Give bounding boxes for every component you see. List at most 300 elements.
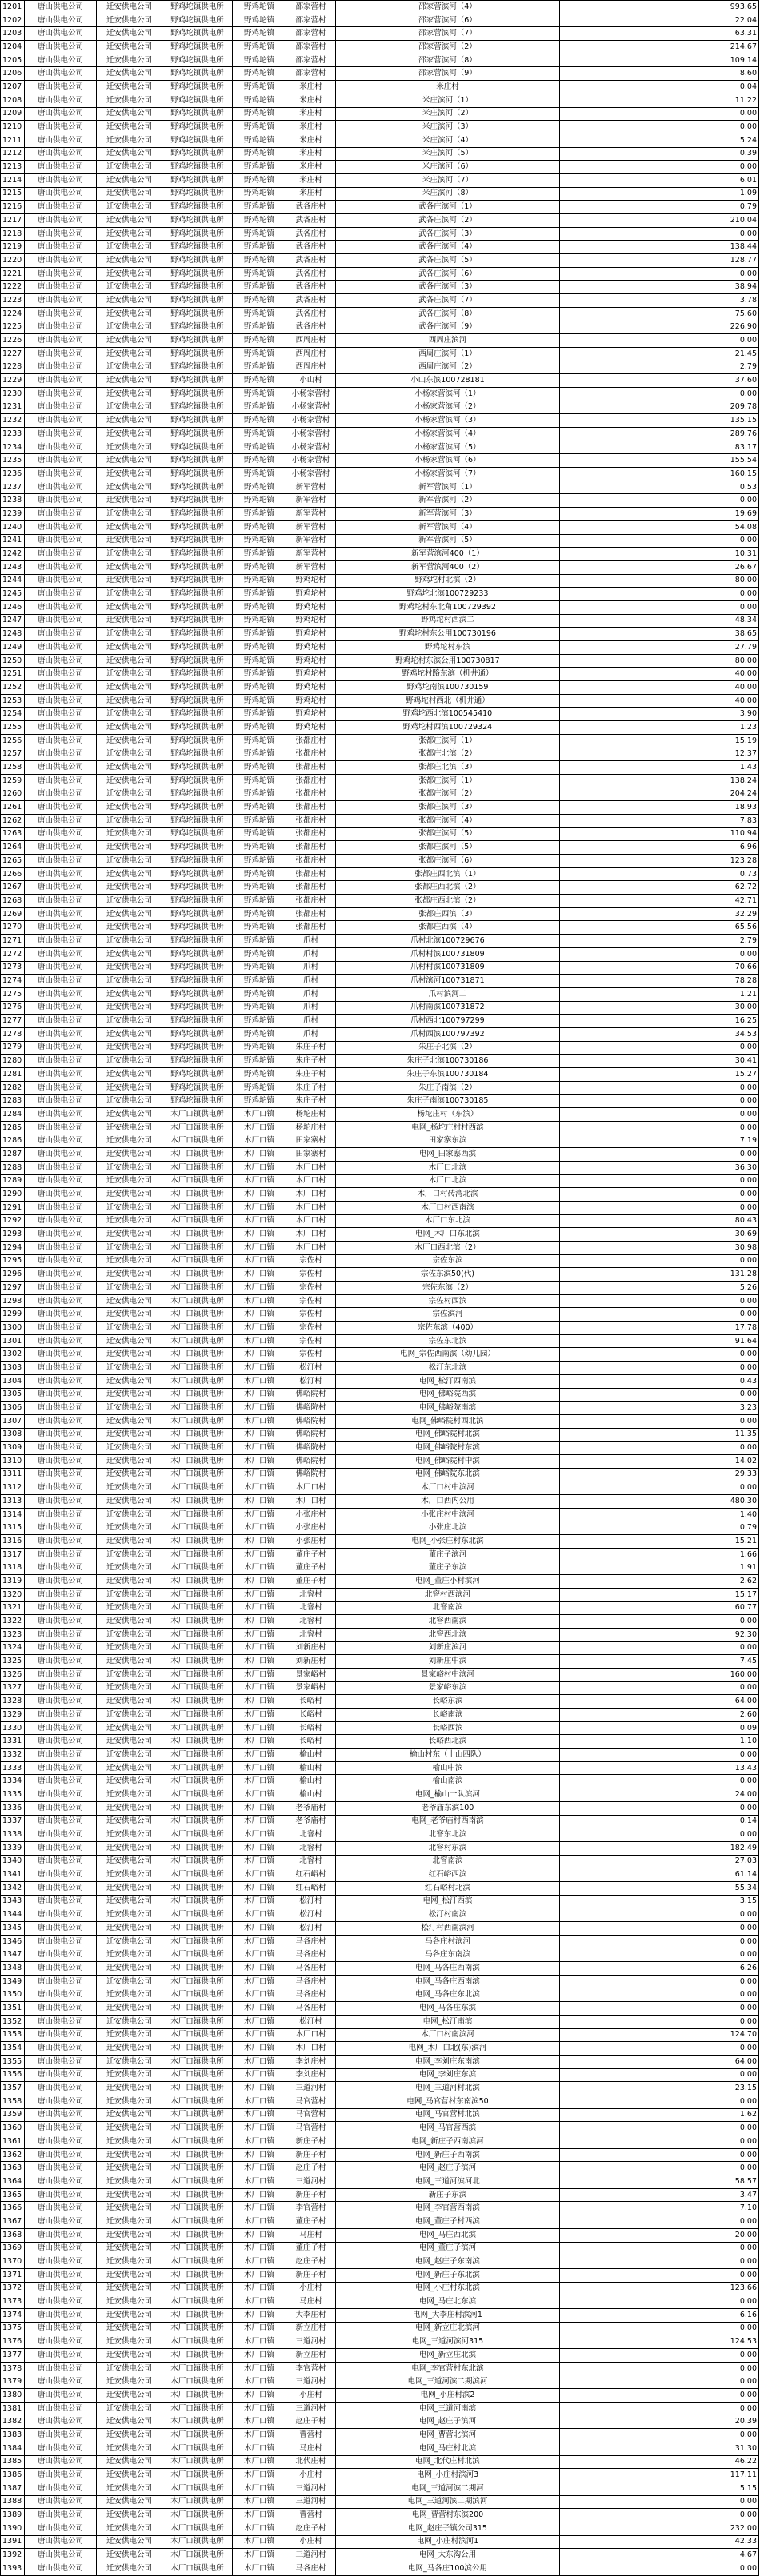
district-name: 爪村南滨100731872 xyxy=(336,1001,560,1015)
table-row xyxy=(1,2268,759,2282)
district-name: 电网_佛峪院村东滨 xyxy=(336,1442,560,1455)
station: 木厂口镇供电所 xyxy=(162,2415,233,2429)
capacity-value: 2.60 xyxy=(560,1709,759,1722)
row-index: 1237 xyxy=(1,481,25,494)
station: 木厂口镇供电所 xyxy=(162,2055,233,2068)
capacity-value: 0.00 xyxy=(560,1908,759,1922)
row-index: 1392 xyxy=(1,2549,25,2562)
district-name: 小杨家营滨河（1） xyxy=(336,387,560,401)
district-name: 木厂口村中滨河 xyxy=(336,1481,560,1495)
village: 张都庄村 xyxy=(286,881,336,895)
row-index: 1311 xyxy=(1,1468,25,1481)
station: 木厂口镇供电所 xyxy=(162,1334,233,1348)
village: 米庄村 xyxy=(286,81,336,94)
town: 野鸡坨镇 xyxy=(233,14,286,27)
capacity-value: 1.23 xyxy=(560,721,759,735)
row-index: 1305 xyxy=(1,1388,25,1402)
village: 小张庄村 xyxy=(286,1521,336,1535)
village: 宗佐村 xyxy=(286,1282,336,1295)
town: 野鸡坨镇 xyxy=(233,628,286,641)
village: 木厂口村 xyxy=(286,2042,336,2056)
sub-company: 迁安供电公司 xyxy=(97,975,162,988)
district-name: 电网_佛峪院村北滨 xyxy=(336,1428,560,1442)
row-index: 1234 xyxy=(1,441,25,454)
station: 野鸡坨镇供电所 xyxy=(162,307,233,321)
company: 唐山供电公司 xyxy=(25,1468,97,1481)
sub-company: 迁安供电公司 xyxy=(97,414,162,428)
district-name: 电网_曹营村东滨200 xyxy=(336,2509,560,2522)
station: 木厂口镇供电所 xyxy=(162,2042,233,2056)
town: 木厂口镇 xyxy=(233,1922,286,1936)
capacity-value: 83.17 xyxy=(560,441,759,454)
row-index: 1312 xyxy=(1,1481,25,1495)
table-row xyxy=(1,1201,759,1214)
row-index: 1272 xyxy=(1,947,25,961)
town: 木厂口镇 xyxy=(233,1855,286,1868)
town: 野鸡坨镇 xyxy=(233,214,286,228)
station: 野鸡坨镇供电所 xyxy=(162,548,233,561)
village: 米庄村 xyxy=(286,173,336,187)
row-index: 1391 xyxy=(1,2535,25,2549)
village: 小杨家营村 xyxy=(286,414,336,428)
sub-company: 迁安供电公司 xyxy=(97,1334,162,1348)
capacity-value: 0.00 xyxy=(560,1362,759,1375)
village: 三道河村 xyxy=(286,2082,336,2095)
village: 三道河村 xyxy=(286,2375,336,2389)
table-row xyxy=(1,468,759,481)
town: 野鸡坨镇 xyxy=(233,947,286,961)
sub-company: 迁安供电公司 xyxy=(97,907,162,921)
village: 小杨家营村 xyxy=(286,428,336,441)
company: 唐山供电公司 xyxy=(25,1695,97,1709)
sub-company: 迁安供电公司 xyxy=(97,1161,162,1174)
table-row xyxy=(1,1815,759,1828)
district-name: 武各庄滨河（7） xyxy=(336,294,560,308)
district-name: 刘新庄中滨 xyxy=(336,1655,560,1669)
station: 木厂口镇供电所 xyxy=(162,2148,233,2162)
village: 邵家营村 xyxy=(286,27,336,41)
sub-company: 迁安供电公司 xyxy=(97,1174,162,1188)
district-name: 武各庄滨河（6） xyxy=(336,267,560,281)
sub-company: 迁安供电公司 xyxy=(97,1134,162,1148)
table-row xyxy=(1,574,759,588)
company: 唐山供电公司 xyxy=(25,1001,97,1015)
village: 松汀村 xyxy=(286,1922,336,1936)
district-name: 宗佐村西滨 xyxy=(336,1294,560,1308)
town: 野鸡坨镇 xyxy=(233,241,286,254)
village: 马各庄村 xyxy=(286,1935,336,1948)
station: 野鸡坨镇供电所 xyxy=(162,801,233,815)
village: 松汀村 xyxy=(286,1895,336,1908)
table-row xyxy=(1,2095,759,2108)
company: 唐山供电公司 xyxy=(25,428,97,441)
company: 唐山供电公司 xyxy=(25,401,97,414)
village: 爪村 xyxy=(286,987,336,1001)
capacity-value: 42.71 xyxy=(560,895,759,908)
town: 野鸡坨镇 xyxy=(233,721,286,735)
district-name: 新军营滨河（3） xyxy=(336,508,560,521)
station: 木厂口镇供电所 xyxy=(162,1695,233,1709)
station: 木厂口镇供电所 xyxy=(162,1468,233,1481)
village: 爪村 xyxy=(286,935,336,948)
district-name: 电网_三道河滨二期滨河 xyxy=(336,2495,560,2509)
village: 佛峪院村 xyxy=(286,1402,336,1415)
station: 木厂口镇供电所 xyxy=(162,2549,233,2562)
town: 木厂口镇 xyxy=(233,2015,286,2028)
row-index: 1322 xyxy=(1,1615,25,1629)
station: 木厂口镇供电所 xyxy=(162,1214,233,1228)
row-index: 1208 xyxy=(1,94,25,107)
capacity-value: 0.79 xyxy=(560,201,759,214)
row-index: 1279 xyxy=(1,1041,25,1055)
town: 野鸡坨镇 xyxy=(233,374,286,388)
capacity-value: 78.28 xyxy=(560,975,759,988)
capacity-value: 0.00 xyxy=(560,1775,759,1788)
capacity-value: 15.17 xyxy=(560,1588,759,1601)
station: 木厂口镇供电所 xyxy=(162,2135,233,2149)
capacity-value: 0.00 xyxy=(560,2295,759,2309)
district-name: 电网_老爷庙村西南滨 xyxy=(336,1815,560,1828)
village: 武各庄村 xyxy=(286,241,336,254)
village: 野鸡坨村 xyxy=(286,694,336,708)
capacity-value: 0.00 xyxy=(560,1414,759,1428)
sub-company: 迁安供电公司 xyxy=(97,1282,162,1295)
table-row xyxy=(1,2135,759,2149)
station: 木厂口镇供电所 xyxy=(162,1428,233,1442)
row-index: 1327 xyxy=(1,1681,25,1695)
company: 唐山供电公司 xyxy=(25,2242,97,2255)
capacity-value: 0.00 xyxy=(560,1948,759,1962)
sub-company: 迁安供电公司 xyxy=(97,254,162,268)
district-name: 西周庄滨河（2） xyxy=(336,361,560,374)
sub-company: 迁安供电公司 xyxy=(97,947,162,961)
capacity-value: 3.47 xyxy=(560,2188,759,2202)
station: 野鸡坨镇供电所 xyxy=(162,54,233,67)
station: 野鸡坨镇供电所 xyxy=(162,254,233,268)
station: 野鸡坨镇供电所 xyxy=(162,788,233,801)
village: 宗佐村 xyxy=(286,1308,336,1322)
capacity-value: 0.00 xyxy=(560,2349,759,2363)
village: 小杨家营村 xyxy=(286,468,336,481)
table-row xyxy=(1,2482,759,2495)
row-index: 1361 xyxy=(1,2135,25,2149)
table-body xyxy=(1,1,759,2576)
company: 唐山供电公司 xyxy=(25,520,97,534)
company: 唐山供电公司 xyxy=(25,1962,97,1976)
sub-company: 迁安供电公司 xyxy=(97,2535,162,2549)
company: 唐山供电公司 xyxy=(25,628,97,641)
row-index: 1377 xyxy=(1,2349,25,2363)
capacity-value: 40.00 xyxy=(560,681,759,695)
town: 木厂口镇 xyxy=(233,1548,286,1561)
row-index: 1296 xyxy=(1,1268,25,1282)
capacity-value: 10.31 xyxy=(560,548,759,561)
village: 朱庄子村 xyxy=(286,1068,336,1082)
sub-company: 迁安供电公司 xyxy=(97,1695,162,1709)
company: 唐山供电公司 xyxy=(25,1868,97,1882)
company: 唐山供电公司 xyxy=(25,1241,97,1254)
station: 木厂口镇供电所 xyxy=(162,1801,233,1815)
town: 木厂口镇 xyxy=(233,1749,286,1762)
town: 木厂口镇 xyxy=(233,2002,286,2016)
district-name: 电网_赵庄子镇公司315 xyxy=(336,2522,560,2535)
table-row xyxy=(1,2535,759,2549)
station: 野鸡坨镇供电所 xyxy=(162,520,233,534)
district-name: 野鸡坨村东滨公用100730817 xyxy=(336,654,560,668)
station: 野鸡坨镇供电所 xyxy=(162,814,233,827)
table-row xyxy=(1,361,759,374)
station: 木厂口镇供电所 xyxy=(162,2335,233,2349)
district-name: 野鸡坨南滨100730159 xyxy=(336,681,560,695)
company: 唐山供电公司 xyxy=(25,1548,97,1561)
row-index: 1256 xyxy=(1,734,25,748)
sub-company: 迁安供电公司 xyxy=(97,1815,162,1828)
table-row xyxy=(1,1548,759,1561)
row-index: 1268 xyxy=(1,895,25,908)
company: 唐山供电公司 xyxy=(25,1668,97,1681)
table-row xyxy=(1,2455,759,2469)
company: 唐山供电公司 xyxy=(25,1322,97,1335)
row-index: 1276 xyxy=(1,1001,25,1015)
table-row xyxy=(1,560,759,574)
company: 唐山供电公司 xyxy=(25,2095,97,2108)
capacity-value: 36.30 xyxy=(560,1161,759,1174)
town: 木厂口镇 xyxy=(233,2202,286,2215)
station: 野鸡坨镇供电所 xyxy=(162,895,233,908)
row-index: 1314 xyxy=(1,1508,25,1521)
sub-company: 迁安供电公司 xyxy=(97,855,162,868)
capacity-value: 0.09 xyxy=(560,1721,759,1735)
sub-company: 迁安供电公司 xyxy=(97,895,162,908)
station: 木厂口镇供电所 xyxy=(162,2242,233,2255)
row-index: 1341 xyxy=(1,1868,25,1882)
district-name: 爪村村滨100731809 xyxy=(336,961,560,975)
village: 小山村 xyxy=(286,374,336,388)
district-name: 米庄滨河（4） xyxy=(336,134,560,147)
sub-company: 迁安供电公司 xyxy=(97,121,162,134)
district-name: 电网_新立庄北滨 xyxy=(336,2349,560,2363)
table-row xyxy=(1,307,759,321)
company: 唐山供电公司 xyxy=(25,2228,97,2242)
district-name: 电网_杨坨庄村村西滨 xyxy=(336,1121,560,1134)
station: 野鸡坨镇供电所 xyxy=(162,961,233,975)
village: 爪村 xyxy=(286,947,336,961)
row-index: 1378 xyxy=(1,2362,25,2375)
sub-company: 迁安供电公司 xyxy=(97,1548,162,1561)
row-index: 1351 xyxy=(1,2002,25,2016)
sub-company: 迁安供电公司 xyxy=(97,2255,162,2269)
company: 唐山供电公司 xyxy=(25,94,97,107)
village: 马各庄村 xyxy=(286,1962,336,1976)
row-index: 1270 xyxy=(1,921,25,935)
town: 木厂口镇 xyxy=(233,2349,286,2363)
town: 木厂口镇 xyxy=(233,2429,286,2442)
table-row xyxy=(1,1095,759,1108)
sub-company: 迁安供电公司 xyxy=(97,748,162,761)
district-name: 电网_马各庄西南滨 xyxy=(336,1962,560,1976)
company: 唐山供电公司 xyxy=(25,1828,97,1842)
station: 野鸡坨镇供电所 xyxy=(162,441,233,454)
row-index: 1317 xyxy=(1,1548,25,1561)
station: 木厂口镇供电所 xyxy=(162,1908,233,1922)
sub-company: 迁安供电公司 xyxy=(97,173,162,187)
table-row xyxy=(1,1668,759,1681)
station: 野鸡坨镇供电所 xyxy=(162,881,233,895)
district-name: 张都庄滨河（1） xyxy=(336,734,560,748)
table-row xyxy=(1,654,759,668)
station: 木厂口镇供电所 xyxy=(162,2295,233,2309)
district-name: 电网_小庄村滨河1 xyxy=(336,2535,560,2549)
row-index: 1245 xyxy=(1,588,25,601)
town: 野鸡坨镇 xyxy=(233,668,286,681)
station: 野鸡坨镇供电所 xyxy=(162,1055,233,1068)
capacity-value: 0.00 xyxy=(560,227,759,241)
village: 小杨家营村 xyxy=(286,387,336,401)
village: 北窨村 xyxy=(286,1615,336,1629)
capacity-value: 0.00 xyxy=(560,2268,759,2282)
station: 木厂口镇供电所 xyxy=(162,1588,233,1601)
district-name: 电网_马官营村北滨 xyxy=(336,2108,560,2122)
district-name: 电网_马庄北东滨 xyxy=(336,2295,560,2309)
row-index: 1359 xyxy=(1,2108,25,2122)
capacity-value: 20.39 xyxy=(560,2415,759,2429)
station: 木厂口镇供电所 xyxy=(162,1241,233,1254)
company: 唐山供电公司 xyxy=(25,347,97,361)
district-name: 武各庄滨河（1） xyxy=(336,201,560,214)
company: 唐山供电公司 xyxy=(25,1254,97,1268)
sub-company: 迁安供电公司 xyxy=(97,600,162,614)
table-row xyxy=(1,2175,759,2189)
district-name: 长峪西北滨 xyxy=(336,1735,560,1749)
company: 唐山供电公司 xyxy=(25,414,97,428)
sub-company: 迁安供电公司 xyxy=(97,1828,162,1842)
sub-company: 迁安供电公司 xyxy=(97,628,162,641)
row-index: 1223 xyxy=(1,294,25,308)
sub-company: 迁安供电公司 xyxy=(97,841,162,855)
village: 松汀村 xyxy=(286,2015,336,2028)
town: 野鸡坨镇 xyxy=(233,907,286,921)
town: 野鸡坨镇 xyxy=(233,1055,286,1068)
table-row xyxy=(1,454,759,468)
capacity-value: 7.45 xyxy=(560,1655,759,1669)
table-row xyxy=(1,2495,759,2509)
company: 唐山供电公司 xyxy=(25,827,97,841)
row-index: 1331 xyxy=(1,1735,25,1749)
table-row xyxy=(1,748,759,761)
town: 木厂口镇 xyxy=(233,1322,286,1335)
table-row xyxy=(1,1855,759,1868)
capacity-value: 26.67 xyxy=(560,560,759,574)
capacity-value: 0.00 xyxy=(560,588,759,601)
station: 木厂口镇供电所 xyxy=(162,2375,233,2389)
town: 野鸡坨镇 xyxy=(233,508,286,521)
company: 唐山供电公司 xyxy=(25,1641,97,1655)
village: 长峪村 xyxy=(286,1735,336,1749)
capacity-value: 12.37 xyxy=(560,748,759,761)
capacity-value: 13.43 xyxy=(560,1761,759,1775)
capacity-value: 0.00 xyxy=(560,1348,759,1362)
village: 新庄子村 xyxy=(286,2268,336,2282)
table-row xyxy=(1,1788,759,1802)
company: 唐山供电公司 xyxy=(25,1428,97,1442)
town: 木厂口镇 xyxy=(233,1241,286,1254)
district-name: 小杨家营滨河（6） xyxy=(336,454,560,468)
district-name: 小杨家营滨河（5） xyxy=(336,441,560,454)
village: 张都庄村 xyxy=(286,801,336,815)
sub-company: 迁安供电公司 xyxy=(97,2322,162,2335)
station: 木厂口镇供电所 xyxy=(162,2068,233,2082)
capacity-value: 131.28 xyxy=(560,1268,759,1282)
row-index: 1371 xyxy=(1,2268,25,2282)
district-name: 电网_马庄西北滨 xyxy=(336,2228,560,2242)
sub-company: 迁安供电公司 xyxy=(97,281,162,294)
company: 唐山供电公司 xyxy=(25,2175,97,2189)
table-row xyxy=(1,867,759,881)
row-index: 1218 xyxy=(1,227,25,241)
row-index: 1275 xyxy=(1,987,25,1001)
company: 唐山供电公司 xyxy=(25,2495,97,2509)
capacity-value: 0.00 xyxy=(560,1108,759,1122)
village: 董庄子村 xyxy=(286,1575,336,1589)
table-row xyxy=(1,1495,759,1509)
village: 武各庄村 xyxy=(286,281,336,294)
town: 野鸡坨镇 xyxy=(233,347,286,361)
station: 野鸡坨镇供电所 xyxy=(162,187,233,201)
capacity-value: 289.76 xyxy=(560,428,759,441)
district-name: 新军营滨河（5） xyxy=(336,534,560,548)
village: 刘新庄村 xyxy=(286,1655,336,1669)
station: 野鸡坨镇供电所 xyxy=(162,1001,233,1015)
capacity-value: 20.00 xyxy=(560,2228,759,2242)
village: 松汀村 xyxy=(286,1908,336,1922)
company: 唐山供电公司 xyxy=(25,1801,97,1815)
sub-company: 迁安供电公司 xyxy=(97,267,162,281)
district-name: 宗佐东滨50(代) xyxy=(336,1268,560,1282)
village: 木厂口村 xyxy=(286,1161,336,1174)
table-row xyxy=(1,1,759,14)
table-row xyxy=(1,1935,759,1948)
station: 野鸡坨镇供电所 xyxy=(162,721,233,735)
company: 唐山供电公司 xyxy=(25,1815,97,1828)
village: 小张庄村 xyxy=(286,1508,336,1521)
station: 木厂口镇供电所 xyxy=(162,1575,233,1589)
row-index: 1363 xyxy=(1,2162,25,2175)
sub-company: 迁安供电公司 xyxy=(97,1322,162,1335)
village: 新军营村 xyxy=(286,534,336,548)
district-name: 新军营滨河（2） xyxy=(336,494,560,508)
table-row xyxy=(1,1575,759,1589)
company: 唐山供电公司 xyxy=(25,1015,97,1028)
company: 唐山供电公司 xyxy=(25,987,97,1001)
table-row xyxy=(1,708,759,721)
station: 野鸡坨镇供电所 xyxy=(162,121,233,134)
district-name: 红石峪西滨 xyxy=(336,1868,560,1882)
capacity-value: 214.67 xyxy=(560,41,759,54)
table-row xyxy=(1,214,759,228)
town: 木厂口镇 xyxy=(233,2562,286,2576)
village: 长峪村 xyxy=(286,1695,336,1709)
table-row xyxy=(1,1881,759,1895)
row-index: 1278 xyxy=(1,1027,25,1041)
company: 唐山供电公司 xyxy=(25,1615,97,1629)
company: 唐山供电公司 xyxy=(25,761,97,775)
row-index: 1349 xyxy=(1,1975,25,1988)
village: 榆山村 xyxy=(286,1788,336,1802)
village: 马庄村 xyxy=(286,2442,336,2455)
company: 唐山供电公司 xyxy=(25,1414,97,1428)
village: 马各庄村 xyxy=(286,1988,336,2002)
town: 木厂口镇 xyxy=(233,2509,286,2522)
